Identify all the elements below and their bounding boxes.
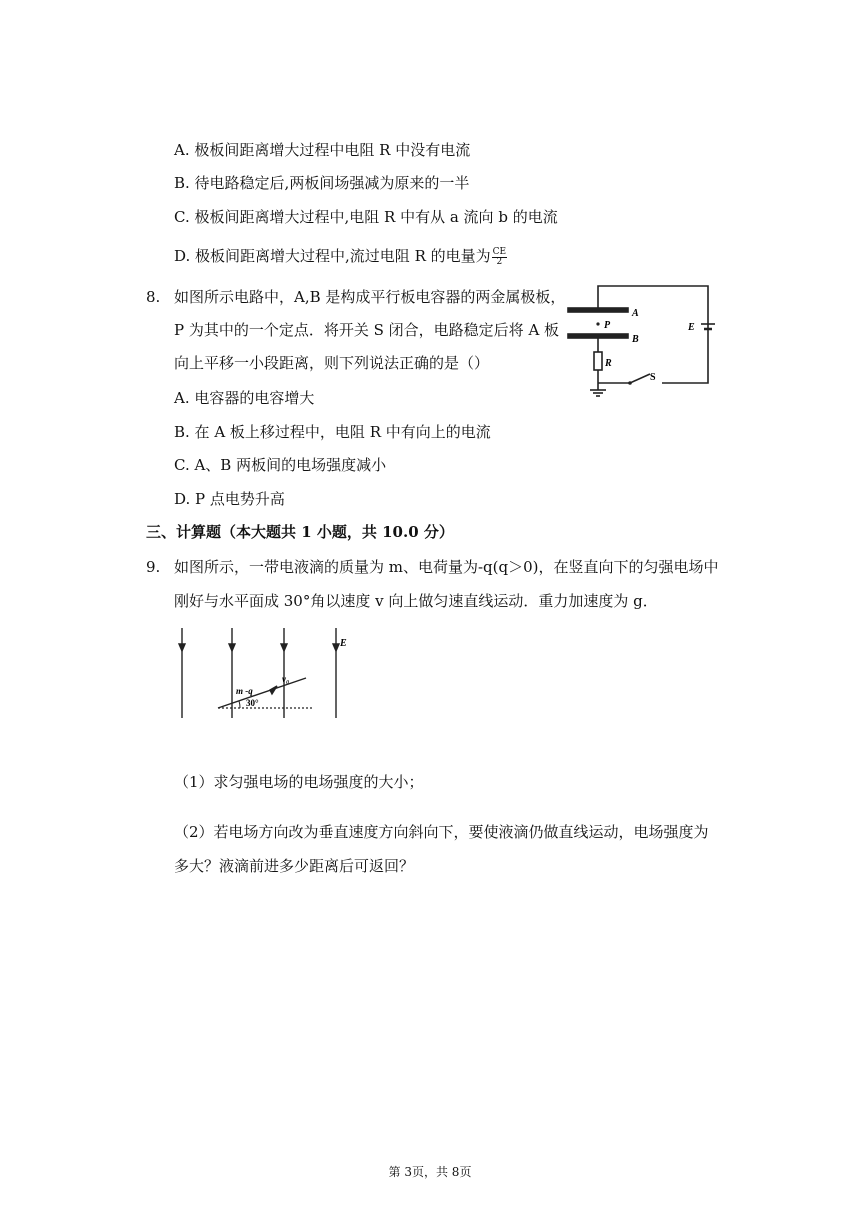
label-field: E bbox=[340, 638, 347, 649]
field-arrow-3 bbox=[281, 644, 287, 651]
resistor bbox=[594, 352, 602, 370]
fraction bbox=[492, 248, 507, 267]
q8-option-b: B. 在 A 板上移过程中，电阻 R 中有向上的电流 bbox=[174, 423, 491, 441]
label-point-p: P bbox=[604, 320, 611, 331]
capacitor-plate-a bbox=[568, 308, 628, 312]
q9-part1: （1）求匀强电场的电场强度的大小； bbox=[174, 773, 424, 791]
label-source: E bbox=[688, 322, 695, 333]
q9-stem-line2: 刚好与水平面成 30°角以速度 v 向上做匀速直线运动．重力加速度为 g． bbox=[174, 592, 658, 610]
q7-option-c: C. 极板间距离增大过程中,电阻 R 中有从 a 流向 b 的电流 bbox=[174, 208, 558, 226]
switch-blade bbox=[630, 374, 650, 383]
q7-option-b: B. 待电路稳定后,两板间场强减为原来的一半 bbox=[174, 174, 470, 192]
point-p-dot bbox=[596, 322, 599, 325]
q8-stem-line3: 向上平移一小段距离，则下列说法正确的是（） bbox=[174, 354, 490, 372]
q8-option-d: D. P 点电势升高 bbox=[174, 490, 285, 508]
page-footer: 第 3页，共 8页 bbox=[388, 1165, 472, 1179]
field-arrow-4 bbox=[333, 644, 339, 651]
q7-option-d-text: D. 极板间距离增大过程中,流过电阻 R 的电量为 bbox=[174, 247, 491, 265]
q9-stem-line1: 如图所示，一带电液滴的质量为 m、电荷量为-q(q＞0)，在竖直向下的匀强电场中 bbox=[174, 558, 719, 576]
label-switch: S bbox=[650, 372, 656, 383]
q8-stem-line2: P 为其中的一个定点．将开关 S 闭合，电路稳定后将 A 板 bbox=[174, 321, 560, 339]
label-resistor: R bbox=[605, 358, 612, 369]
fraction-denominator: 2 bbox=[496, 256, 503, 267]
q8-stem-line1: 如图所示电路中，A,B 是构成平行板电容器的两金属极板， bbox=[174, 288, 566, 306]
circuit-diagram bbox=[560, 280, 720, 400]
label-angle: 30° bbox=[246, 698, 259, 708]
label-particle: m -q bbox=[236, 686, 253, 696]
q7-option-d bbox=[174, 246, 507, 267]
velocity-arrow bbox=[270, 686, 277, 694]
section-title: 三、计算题（本大题共 1 小题，共 10.0 分） bbox=[146, 523, 454, 541]
q8-option-a: A. 电容器的电容增大 bbox=[174, 389, 315, 407]
angle-arc bbox=[239, 701, 240, 708]
electric-field-diagram bbox=[170, 624, 360, 724]
field-arrow-1 bbox=[179, 644, 185, 651]
label-plate-a: A bbox=[632, 308, 639, 319]
label-velocity: v₀ bbox=[282, 674, 290, 684]
capacitor-plate-b bbox=[568, 334, 628, 338]
q9-part2-line1: （2）若电场方向改为垂直速度方向斜向下，要使液滴仍做直线运动，电场强度为 bbox=[174, 823, 709, 841]
label-plate-b: B bbox=[632, 334, 639, 345]
q9-number: 9. bbox=[146, 558, 161, 576]
trajectory-line bbox=[218, 678, 306, 708]
fraction-numerator: CE bbox=[492, 246, 507, 257]
q8-number: 8. bbox=[146, 288, 161, 306]
field-arrow-2 bbox=[229, 644, 235, 651]
q8-option-c: C. A、B 两板间的电场强度减小 bbox=[174, 456, 387, 474]
q9-part2-line2: 多大？液滴前进多少距离后可返回？ bbox=[174, 857, 415, 875]
switch-contact-left bbox=[628, 381, 632, 385]
q7-option-a: A. 极板间距离增大过程中电阻 R 中没有电流 bbox=[174, 141, 471, 159]
